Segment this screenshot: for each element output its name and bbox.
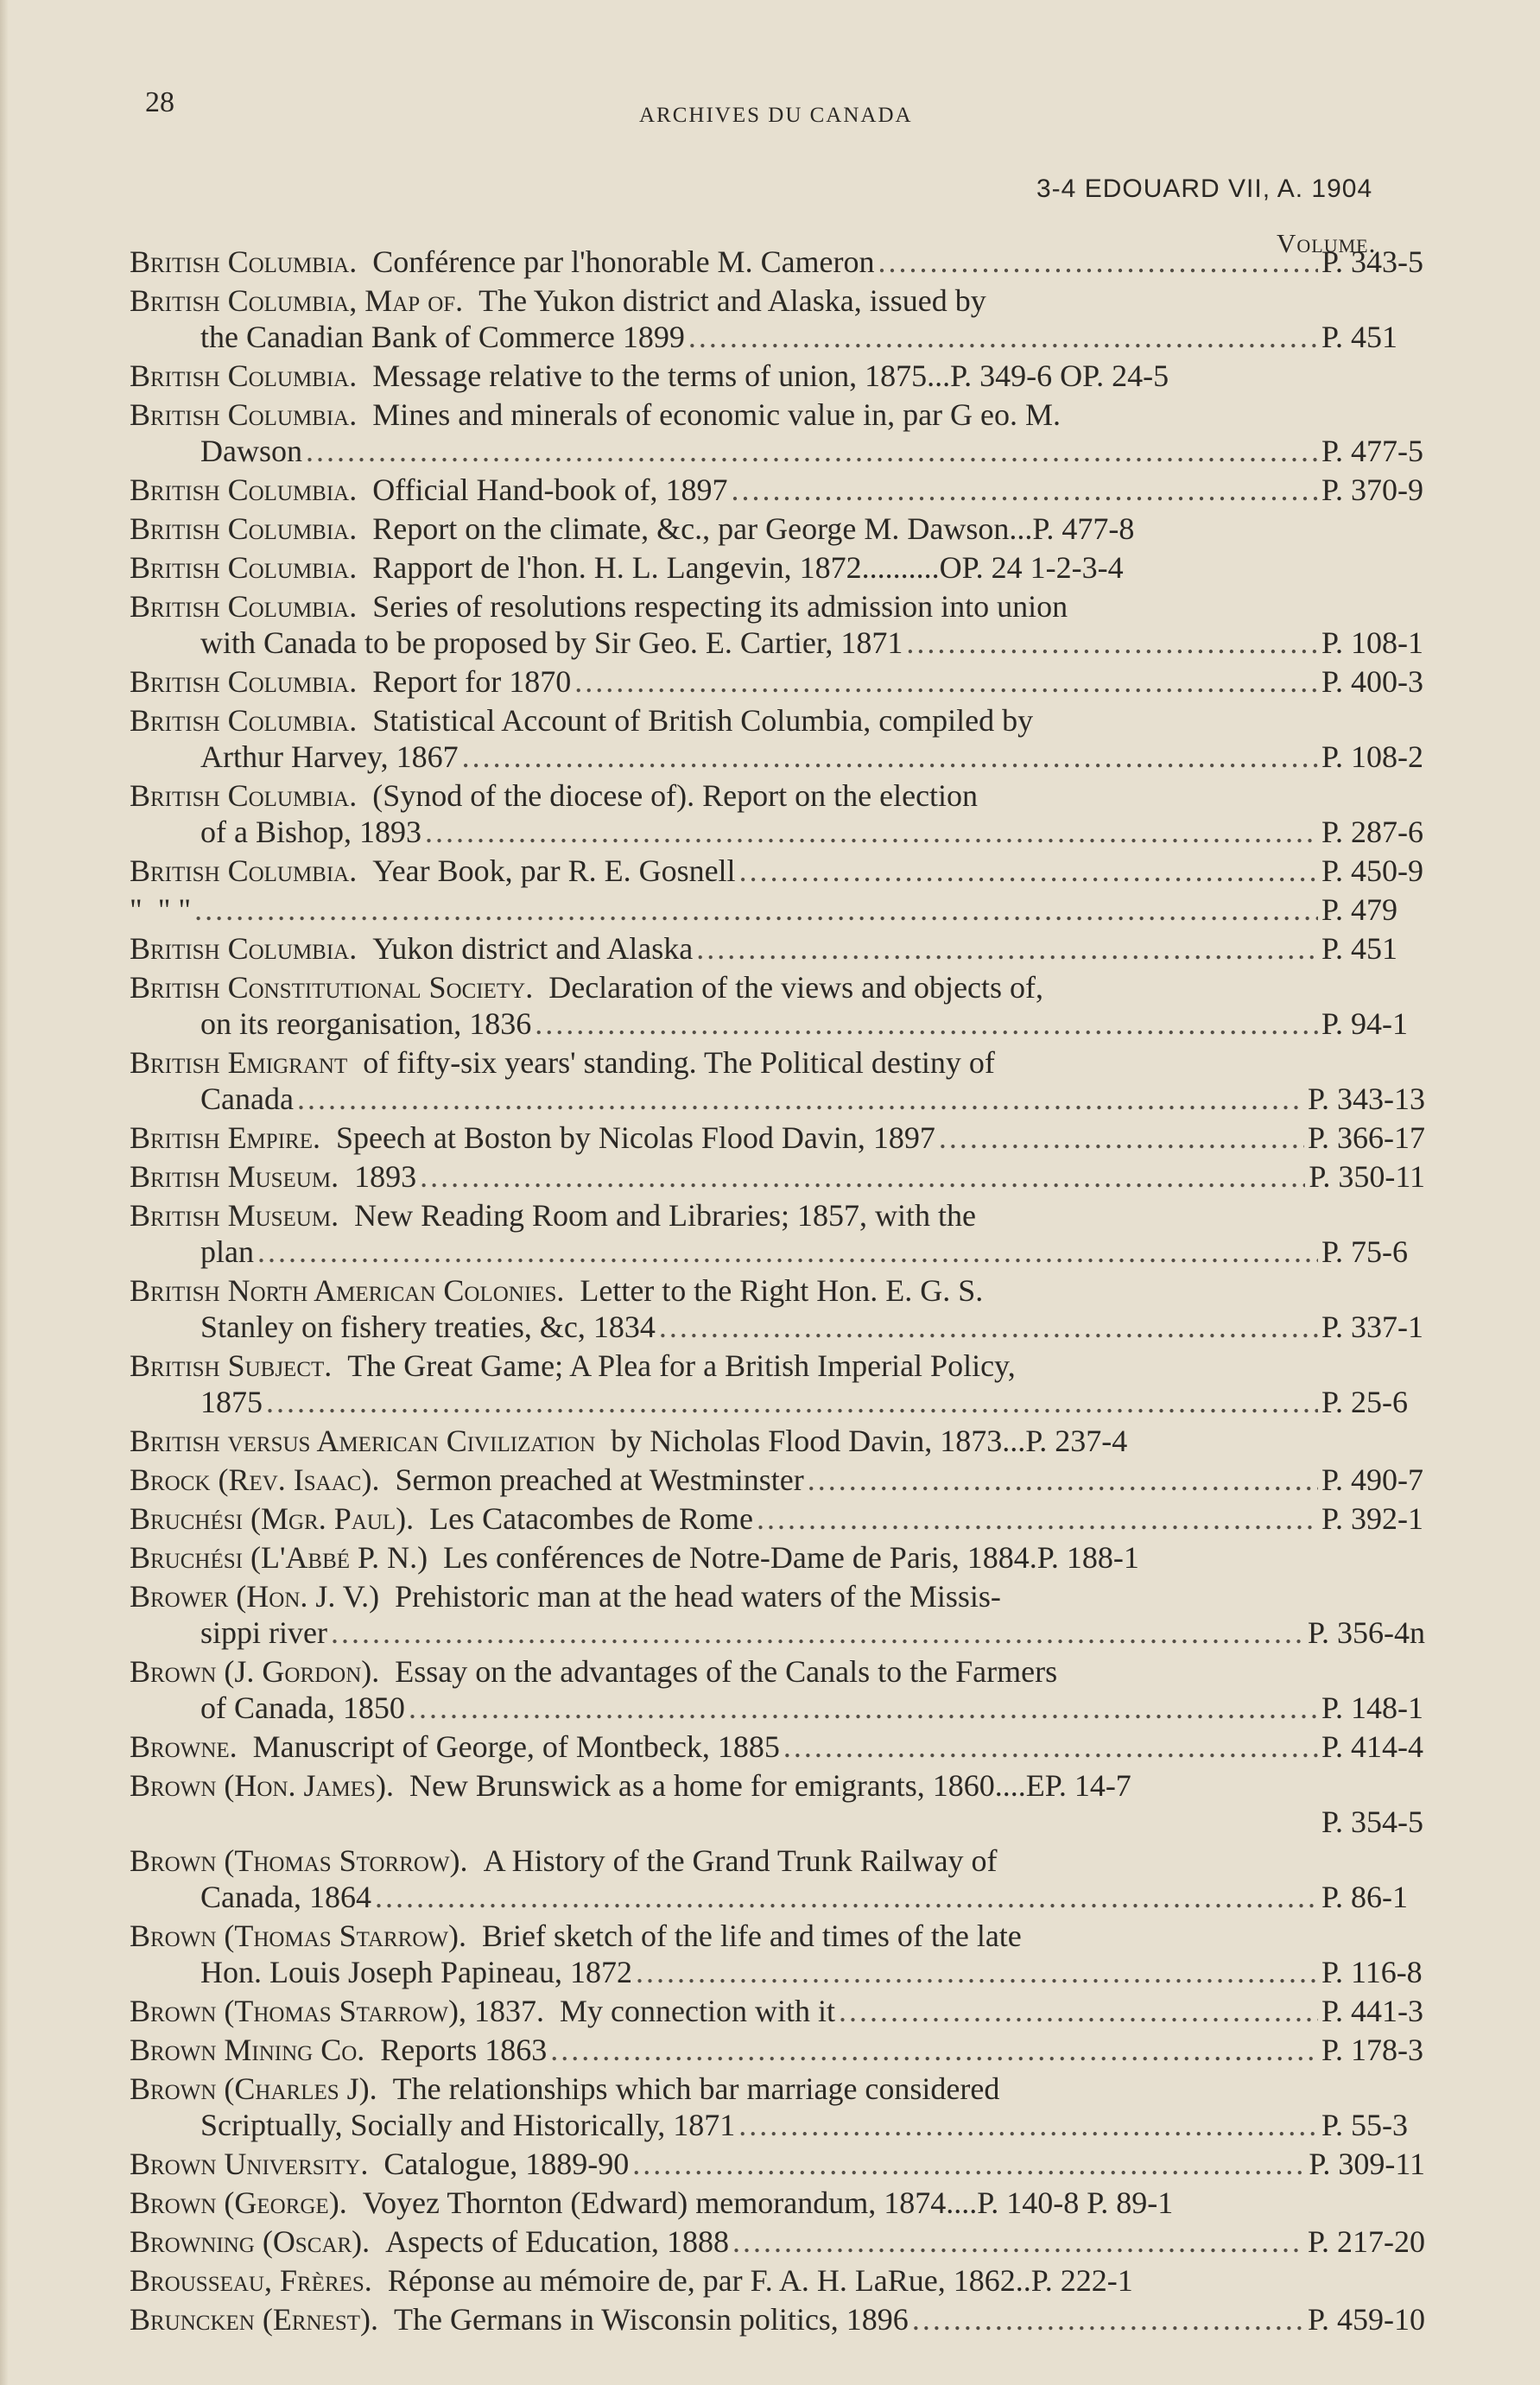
leader-dots xyxy=(738,2107,1318,2143)
volume-reference: P. 108-1 xyxy=(1321,625,1424,660)
entry-line xyxy=(130,1462,1425,1498)
running-head: ARCHIVES DU CANADA xyxy=(639,104,913,127)
entry-continuation-line xyxy=(130,739,1425,775)
entry-continuation-text: the Canadian Bank of Commerce 1899 xyxy=(200,320,685,354)
entry-heading: British Columbia. xyxy=(130,853,358,888)
entry-text: Reports 1863 xyxy=(380,2033,548,2067)
entry-heading: British Columbia. xyxy=(130,589,358,624)
entry-continuation-text: Dawson xyxy=(200,434,302,468)
entry-line xyxy=(130,1843,1425,1879)
index-entry xyxy=(130,549,1425,586)
entry-continuation-text: Arthur Harvey, 1867 xyxy=(200,739,459,774)
entry-text: Les Catacombes de Rome xyxy=(429,1501,753,1536)
entry-continuation-text: Canada xyxy=(200,1081,294,1116)
index-entry xyxy=(130,2071,1425,2143)
entry-text: (Synod of the diocese of). Report on the election xyxy=(372,778,979,813)
entry-continuation-text: sippi river xyxy=(200,1615,327,1650)
leader-dots xyxy=(636,1954,1318,1990)
index-entry xyxy=(130,1767,1425,1840)
volume-reference: P. 441-3 xyxy=(1321,1994,1424,2028)
volume-reference: P. 400-3 xyxy=(1321,664,1424,699)
entry-text: Message relative to the terms of union, 1875...P. 349-6 OP. 24-5 xyxy=(372,358,1169,393)
entry-line xyxy=(130,1272,1425,1309)
entry-heading: Brown (J. Gordon). xyxy=(130,1654,380,1689)
volume-reference: P. 86-1 xyxy=(1321,1880,1409,1914)
entry-heading: British Columbia. xyxy=(130,244,358,279)
leader-dots xyxy=(409,1690,1318,1726)
page-number: 28 xyxy=(145,86,174,118)
entry-continuation-line xyxy=(130,1081,1425,1117)
volume-reference: P. 94-1 xyxy=(1321,1006,1409,1041)
entry-text: The Germans in Wisconsin politics, 1896 xyxy=(394,2302,909,2337)
volume-reference: P. 414-4 xyxy=(1321,1729,1424,1764)
entry-heading: Brown (Charles J). xyxy=(130,2071,377,2106)
entry-heading: British Subject. xyxy=(130,1348,333,1383)
entry-text: Catalogue, 1889-90 xyxy=(383,2147,630,2181)
entry-text: Speech at Boston by Nicolas Flood Davin, 1897 xyxy=(335,1120,935,1155)
entry-line xyxy=(130,282,1425,319)
leader-dots xyxy=(739,853,1318,889)
entry-heading: Browning (Oscar). xyxy=(130,2224,371,2259)
entry-line xyxy=(130,1423,1425,1459)
entry-line xyxy=(130,2032,1425,2068)
entry-text: Prehistoric man at the head waters of the Missis- xyxy=(395,1579,1001,1614)
entry-text: The Great Game; A Plea for a British Imperial Policy, xyxy=(347,1348,1016,1383)
entry-heading: Brown (Thomas Storrow). xyxy=(130,1843,468,1878)
volume-reference: P. 451 xyxy=(1321,931,1398,966)
index-entry xyxy=(130,2146,1425,2182)
entry-text: 1893 xyxy=(354,1159,417,1194)
index-entry xyxy=(130,1500,1425,1537)
entry-heading: Brousseau, Frères. xyxy=(130,2263,372,2298)
entry-heading: British Columbia. xyxy=(130,703,358,738)
entry-line xyxy=(130,1197,1425,1234)
volume-column-heading: Volume. xyxy=(1277,228,1377,258)
entry-line xyxy=(130,549,1425,586)
index-entry xyxy=(130,930,1425,967)
entry-text: Manuscript of George, of Montbeck, 1885 xyxy=(252,1729,780,1764)
index-entry xyxy=(130,244,1425,280)
entry-continuation-line xyxy=(130,433,1425,469)
entry-heading: British Columbia. xyxy=(130,397,358,432)
index-entry xyxy=(130,1462,1425,1498)
leader-dots xyxy=(783,1728,1318,1765)
entry-text: Sermon preached at Westminster xyxy=(395,1462,804,1497)
entry-line xyxy=(130,511,1425,547)
index-entry xyxy=(130,282,1425,355)
entry-heading: Brown (Thomas Starrow), 1837. xyxy=(130,1994,544,2028)
index-entry xyxy=(130,1993,1425,2029)
volume-reference: P. 148-1 xyxy=(1321,1690,1424,1725)
entry-heading: British Columbia. xyxy=(130,550,358,585)
entry-heading: British Museum. xyxy=(130,1159,339,1194)
index-entry xyxy=(130,1539,1425,1576)
volume-reference: P. 392-1 xyxy=(1321,1501,1424,1536)
entry-continuation-line xyxy=(130,1309,1425,1345)
index-entry xyxy=(130,1348,1425,1420)
volume-reference: P. 366-17 xyxy=(1307,1120,1425,1155)
volume-reference: P. 309-11 xyxy=(1309,2147,1425,2181)
entry-heading: British versus American Civilization xyxy=(130,1424,596,1458)
volume-reference: P. 337-1 xyxy=(1321,1310,1424,1344)
entry-line xyxy=(130,663,1425,700)
entry-text: My connection with it xyxy=(560,1994,835,2028)
entry-heading: British Columbia. xyxy=(130,931,358,966)
index-entry xyxy=(130,2262,1425,2299)
entry-text: Brief sketch of the life and times of the late xyxy=(482,1919,1022,1953)
entry-heading: Brower (Hon. J. V.) xyxy=(130,1579,380,1614)
entry-line xyxy=(130,2262,1425,2299)
index-entry xyxy=(130,472,1425,508)
volume-reference: P. 116-8 xyxy=(1321,1955,1423,1989)
entry-line xyxy=(130,1120,1425,1156)
leader-dots xyxy=(808,1462,1318,1498)
entry-continuation-line xyxy=(130,814,1425,850)
entry-line xyxy=(130,930,1425,967)
entry-line xyxy=(130,358,1425,394)
entry-line xyxy=(130,1767,1425,1804)
entry-heading: Brown University. xyxy=(130,2147,369,2181)
entry-text: Letter to the Right Hon. E. G. S. xyxy=(580,1273,984,1308)
entry-heading: British Columbia. xyxy=(130,664,358,699)
entry-text: New Reading Room and Libraries; 1857, with the xyxy=(354,1198,976,1233)
index-entry xyxy=(130,358,1425,394)
entry-text: Series of resolutions respecting its admission into union xyxy=(372,589,1068,624)
entry-continuation-text: of a Bishop, 1893 xyxy=(200,815,421,849)
index-entry xyxy=(130,1044,1425,1117)
index-entry xyxy=(130,891,1425,928)
volume-reference: P. 55-3 xyxy=(1321,2108,1409,2142)
entry-line xyxy=(130,853,1425,889)
volume-reference: P. 75-6 xyxy=(1321,1234,1409,1269)
entry-heading: Bruncken (Ernest). xyxy=(130,2302,378,2337)
volume-reference: P. 490-7 xyxy=(1321,1462,1424,1497)
entry-continuation-text: of Canada, 1850 xyxy=(200,1690,405,1725)
entry-heading: Brown (George). xyxy=(130,2185,347,2220)
entry-continuation-text: with Canada to be proposed by Sir Geo. E. Cartier, 1871 xyxy=(200,625,903,660)
entry-heading: British Columbia. xyxy=(130,778,358,813)
entry-line xyxy=(130,1578,1425,1614)
entry-line xyxy=(130,1348,1425,1384)
leader-dots xyxy=(757,1500,1318,1537)
entry-heading: Brown (Hon. James). xyxy=(130,1768,394,1803)
leader-dots xyxy=(906,625,1318,661)
entry-continuation-text: Stanley on fishery treaties, &c, 1834 xyxy=(200,1310,656,1344)
index-entry xyxy=(130,1578,1425,1651)
entry-continuation-line xyxy=(130,1005,1425,1042)
entry-heading: British Emigrant xyxy=(130,1045,348,1080)
entry-continuation-line xyxy=(130,1384,1425,1420)
volume-reference: P. 354-5 xyxy=(1321,1805,1424,1839)
leader-dots xyxy=(912,2301,1304,2337)
entry-text: Conférence par l'honorable M. Cameron xyxy=(372,244,875,279)
entry-text: " " xyxy=(157,892,192,927)
index-entry xyxy=(130,1272,1425,1345)
index-entry xyxy=(130,1918,1425,1990)
volume-reference: P. 25-6 xyxy=(1321,1385,1409,1419)
index-entry xyxy=(130,777,1425,850)
volume-reference: P. 343-5 xyxy=(1321,244,1424,279)
entry-text: Official Hand-book of, 1897 xyxy=(372,473,728,507)
entry-line xyxy=(130,1993,1425,2029)
entry-heading: British Museum. xyxy=(130,1198,339,1233)
index-entry xyxy=(130,1653,1425,1726)
entry-heading: Brock (Rev. Isaac). xyxy=(130,1462,380,1497)
index-entry xyxy=(130,2301,1425,2337)
volume-reference: P. 350-11 xyxy=(1309,1159,1425,1194)
leader-dots xyxy=(732,2223,1304,2260)
entry-continuation-line xyxy=(130,1690,1425,1726)
entry-extra-reference-line xyxy=(130,1804,1425,1840)
entry-continuation-text: Hon. Louis Joseph Papineau, 1872 xyxy=(200,1955,632,1989)
leader-dots xyxy=(462,739,1318,775)
entry-line xyxy=(130,1500,1425,1537)
index-entry xyxy=(130,1158,1425,1195)
page-spine-shadow xyxy=(0,0,9,2385)
leader-dots xyxy=(297,1081,1304,1117)
index-entry xyxy=(130,2032,1425,2068)
entry-line xyxy=(130,1539,1425,1576)
entry-line xyxy=(130,244,1425,280)
leader-dots xyxy=(839,1993,1318,2029)
entry-continuation-text: on its reorganisation, 1836 xyxy=(200,1006,532,1041)
leader-dots xyxy=(257,1234,1318,1270)
entry-continuation-line xyxy=(130,625,1425,661)
index-entry xyxy=(130,588,1425,661)
volume-reference: P. 178-3 xyxy=(1321,2033,1424,2067)
entry-text: Mines and minerals of economic value in, par G eo. M. xyxy=(372,397,1062,432)
volume-reference: P. 108-2 xyxy=(1321,739,1424,774)
entry-text: New Brunswick as a home for emigrants, 1860....EP. 14-7 xyxy=(409,1768,1131,1803)
volume-reference: P. 459-10 xyxy=(1307,2302,1425,2337)
leader-dots xyxy=(535,1005,1318,1042)
entry-heading: Browne. xyxy=(130,1729,238,1764)
entry-line xyxy=(130,2223,1425,2260)
volume-reference: P. 477-5 xyxy=(1321,434,1424,468)
entry-text: Les conférences de Notre-Dame de Paris, 1884.P. 188-1 xyxy=(443,1540,1139,1575)
entry-continuation-line xyxy=(130,1234,1425,1270)
leader-dots xyxy=(939,1120,1304,1156)
entry-text: by Nicholas Flood Davin, 1873...P. 237-4 xyxy=(611,1424,1128,1458)
entry-line xyxy=(130,2146,1425,2182)
entry-text: Rapport de l'hon. H. L. Langevin, 1872..........OP. 24 1-2-3-4 xyxy=(372,550,1124,585)
entry-text: of fifty-six years' standing. The Political destiny of xyxy=(363,1045,995,1080)
entry-text: Statistical Account of British Columbia, compiled by xyxy=(372,703,1034,738)
entry-line xyxy=(130,1158,1425,1195)
entry-text: Yukon district and Alaska xyxy=(372,931,694,966)
leader-dots xyxy=(420,1158,1305,1195)
index-entry xyxy=(130,969,1425,1042)
index-entry xyxy=(130,853,1425,889)
entry-text: Year Book, par R. E. Gosnell xyxy=(372,853,736,888)
entry-continuation-text: 1875 xyxy=(200,1385,263,1419)
session-label: 3-4 EDOUARD VII, A. 1904 xyxy=(1036,174,1373,203)
leader-dots xyxy=(306,433,1318,469)
entry-text: A History of the Grand Trunk Railway of xyxy=(483,1843,998,1878)
entry-text: Essay on the advantages of the Canals to the Farmers xyxy=(395,1654,1058,1689)
volume-reference: P. 370-9 xyxy=(1321,473,1424,507)
entry-heading: British Columbia. xyxy=(130,473,358,507)
entry-line xyxy=(130,588,1425,625)
entry-line xyxy=(130,1728,1425,1765)
entry-line xyxy=(130,1044,1425,1081)
entry-text: The relationships which bar marriage considered xyxy=(392,2071,1000,2106)
index-entry xyxy=(130,1843,1425,1915)
index-entry xyxy=(130,1197,1425,1270)
leader-dots xyxy=(425,814,1318,850)
entry-heading: British Columbia, Map of. xyxy=(130,283,464,318)
leader-dots xyxy=(375,1879,1318,1915)
entry-line xyxy=(130,2301,1425,2337)
entry-heading: British Columbia. xyxy=(130,358,358,393)
leader-dots xyxy=(688,319,1318,355)
leader-dots xyxy=(574,663,1318,700)
entry-heading: " xyxy=(130,892,143,927)
leader-dots xyxy=(550,2032,1318,2068)
entry-continuation-text: plan xyxy=(200,1234,254,1269)
leader-dots xyxy=(331,1614,1304,1651)
entry-text: The Yukon district and Alaska, issued by xyxy=(478,283,986,318)
entry-continuation-line xyxy=(130,1614,1425,1651)
entry-text: Report for 1870 xyxy=(372,664,572,699)
entry-heading: Brown Mining Co. xyxy=(130,2033,365,2067)
leader-dots xyxy=(659,1309,1318,1345)
entry-heading: Bruchési (Mgr. Paul). xyxy=(130,1501,415,1536)
volume-reference: P. 287-6 xyxy=(1321,815,1424,849)
entry-heading: British Columbia. xyxy=(130,511,358,546)
entry-line xyxy=(130,472,1425,508)
entry-text: Voyez Thornton (Edward) memorandum, 1874....P. 140-8 P. 89-1 xyxy=(362,2185,1174,2220)
entry-heading: British Empire. xyxy=(130,1120,320,1155)
entry-continuation-line xyxy=(130,319,1425,355)
index-entry xyxy=(130,663,1425,700)
leader-dots xyxy=(194,891,1318,928)
entry-line xyxy=(130,969,1425,1005)
entry-continuation-line xyxy=(130,1954,1425,1990)
entry-continuation-line xyxy=(130,2107,1425,2143)
volume-reference: P. 479 xyxy=(1321,892,1398,927)
entry-line xyxy=(130,2185,1425,2221)
leader-dots xyxy=(696,930,1318,967)
entry-line xyxy=(130,1918,1425,1954)
index-entry xyxy=(130,396,1425,469)
entry-text: Report on the climate, &c., par George M. Dawson...P. 477-8 xyxy=(372,511,1135,546)
volume-reference: P. 217-20 xyxy=(1307,2224,1425,2259)
entry-heading: British Constitutional Society. xyxy=(130,970,534,1005)
index-entry xyxy=(130,1423,1425,1459)
index-entry xyxy=(130,702,1425,775)
leader-dots xyxy=(632,2146,1305,2182)
entry-heading: Bruchési (L'Abbé P. N.) xyxy=(130,1540,428,1575)
volume-reference: P. 343-13 xyxy=(1307,1081,1425,1116)
entry-line xyxy=(130,396,1425,433)
entry-line xyxy=(130,891,1425,928)
entry-line xyxy=(130,702,1425,739)
index-entries xyxy=(130,244,1425,2340)
index-entry xyxy=(130,2223,1425,2260)
entry-heading: Brown (Thomas Starrow). xyxy=(130,1919,466,1953)
entry-line xyxy=(130,2071,1425,2107)
index-entry xyxy=(130,2185,1425,2221)
entry-continuation-text: Scriptually, Socially and Historically, 1871 xyxy=(200,2108,736,2142)
entry-heading: British North American Colonies. xyxy=(130,1273,565,1308)
entry-text: Declaration of the views and objects of, xyxy=(548,970,1044,1005)
entry-text: Aspects of Education, 1888 xyxy=(385,2224,730,2259)
index-entry xyxy=(130,1120,1425,1156)
leader-dots xyxy=(732,472,1319,508)
entry-continuation-line xyxy=(130,1879,1425,1915)
leader-dots xyxy=(266,1384,1318,1420)
leader-dots xyxy=(878,244,1318,280)
volume-reference: P. 450-9 xyxy=(1321,853,1424,888)
entry-line xyxy=(130,1653,1425,1690)
index-entry xyxy=(130,511,1425,547)
entry-line xyxy=(130,777,1425,814)
index-entry xyxy=(130,1728,1425,1765)
entry-text: Réponse au mémoire de, par F. A. H. LaRue, 1862..P. 222-1 xyxy=(387,2263,1133,2298)
volume-reference: P. 451 xyxy=(1321,320,1398,354)
volume-reference: P. 356-4n xyxy=(1307,1615,1425,1650)
entry-continuation-text: Canada, 1864 xyxy=(200,1880,371,1914)
